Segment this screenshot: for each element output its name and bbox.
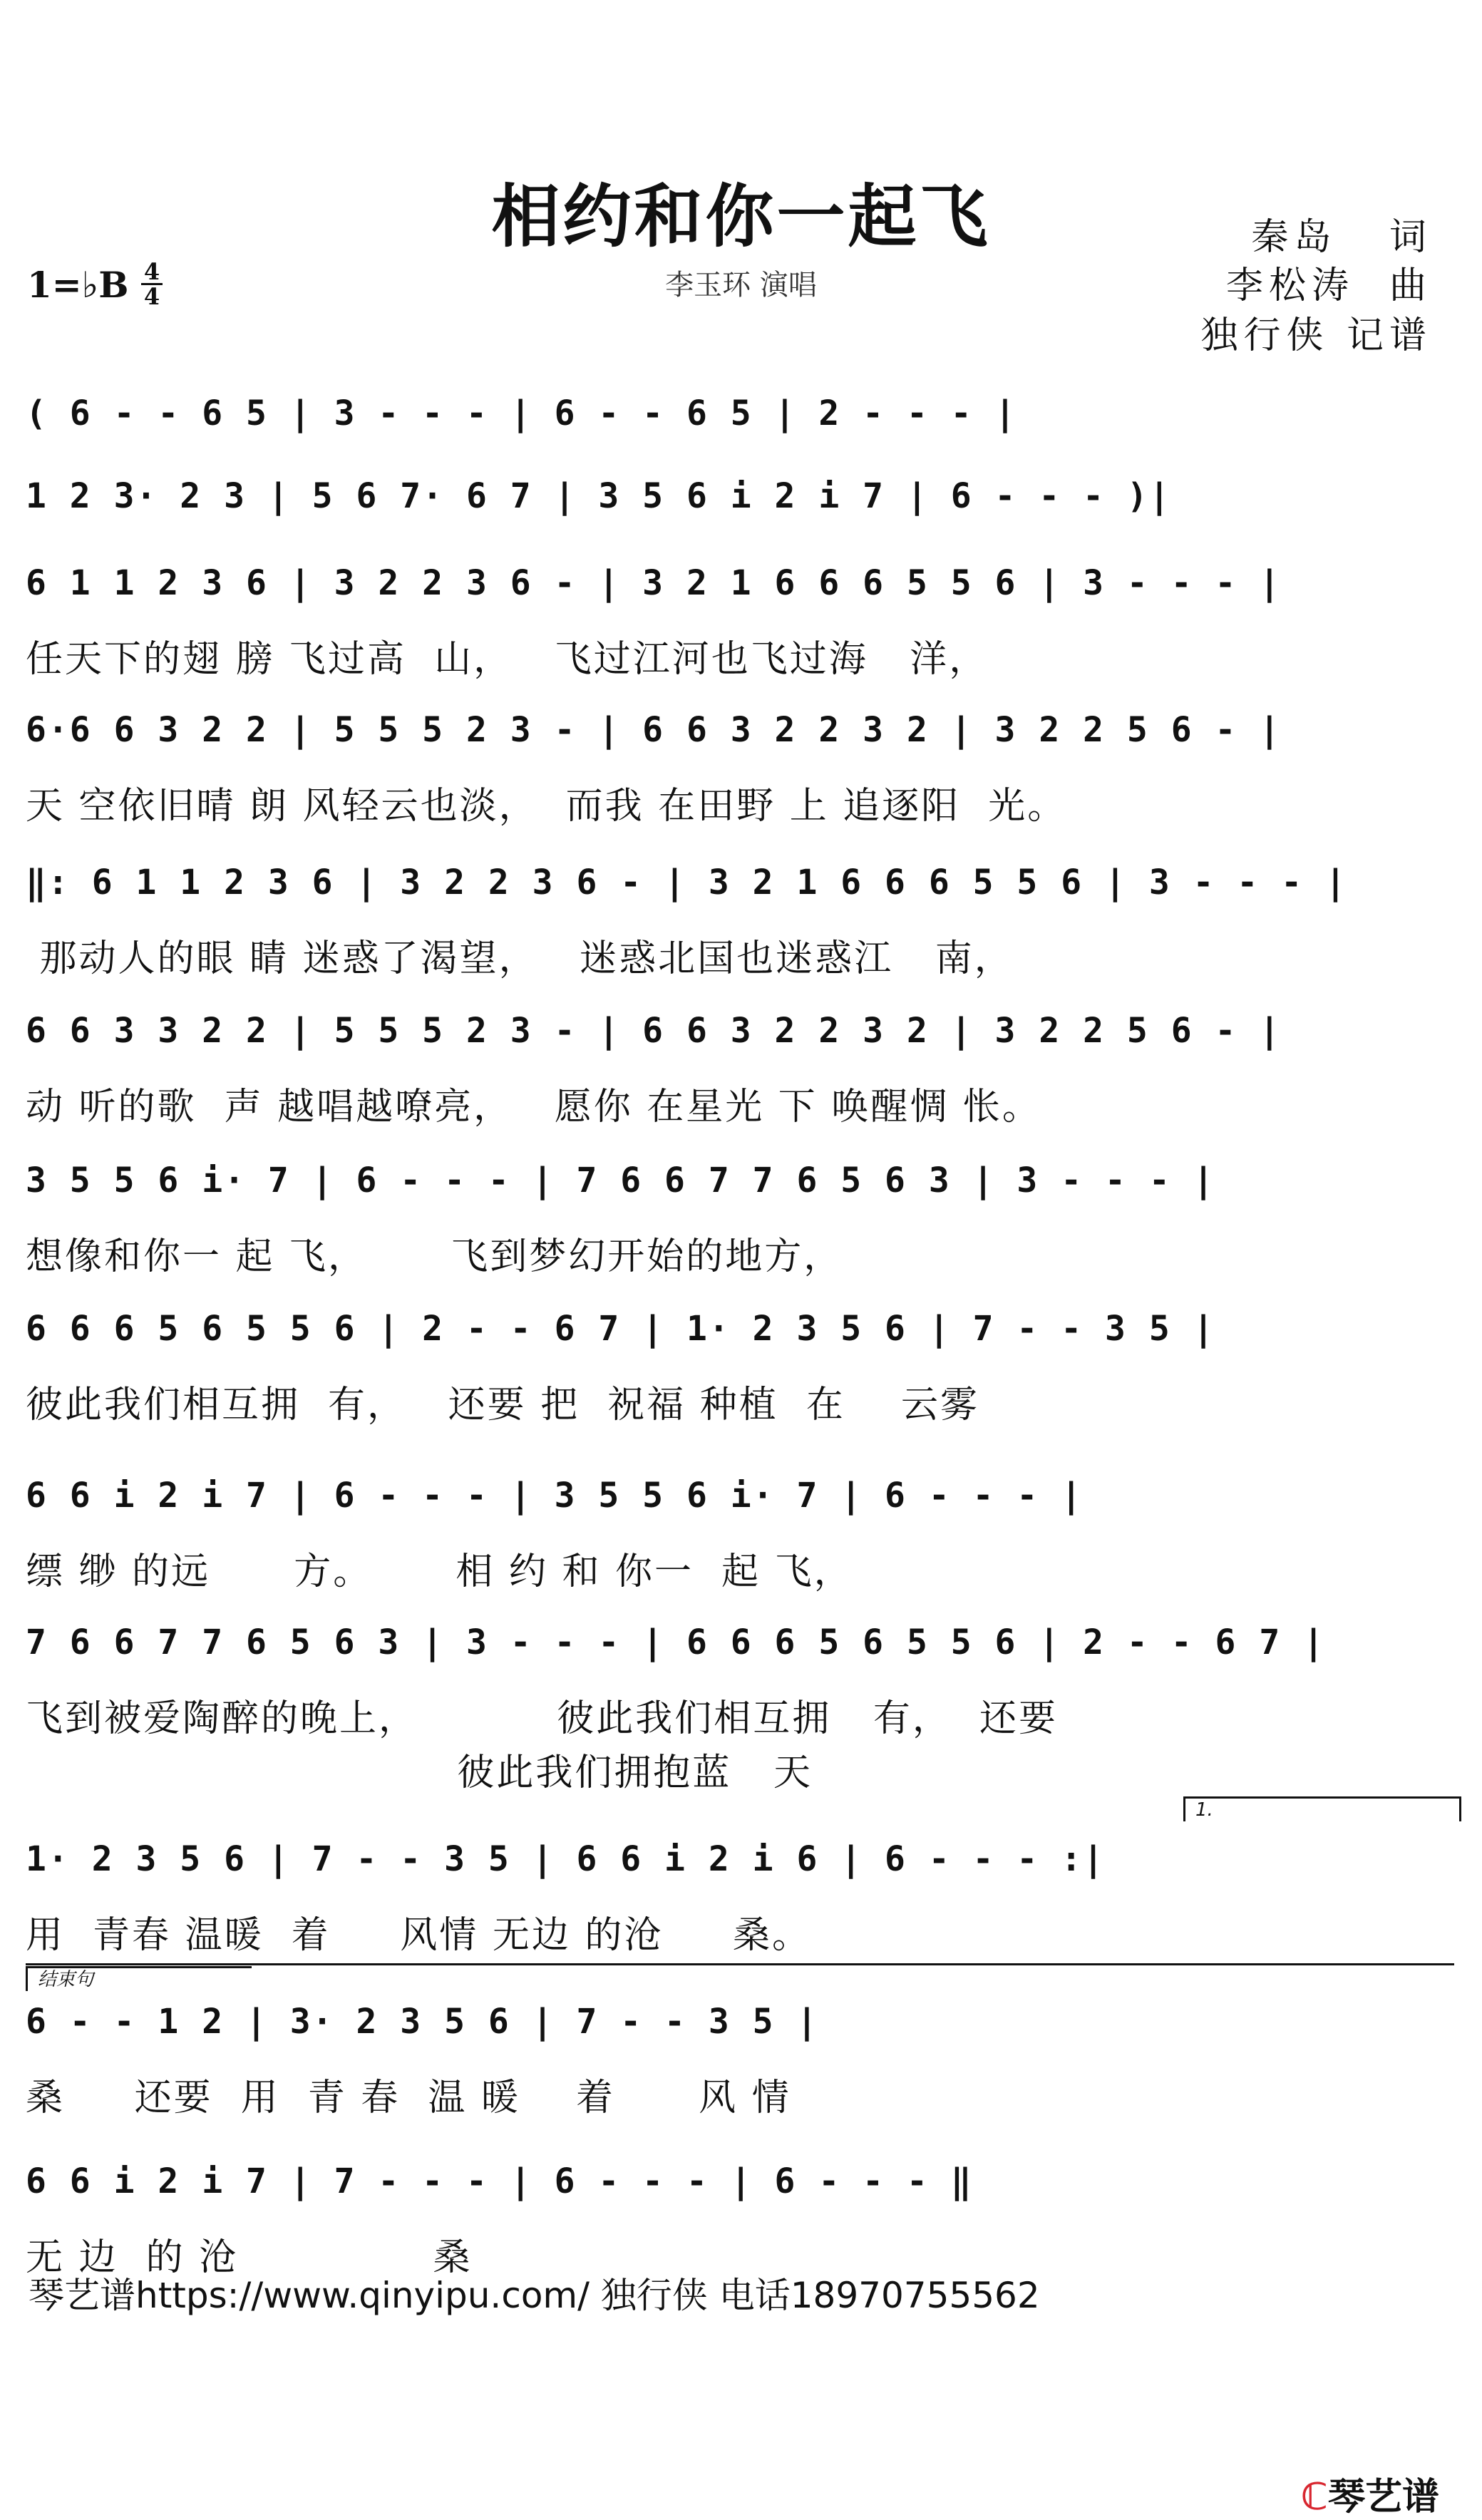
- notation-line: 6 6 i 2 i 7 | 7 - - - | 6 - - - | 6 - - - ‖: [26, 2161, 973, 2201]
- time-sig-bottom: 4: [143, 283, 160, 310]
- lyric-line: 用 青春 温暖 着 风情 无边 的沧 桑。: [26, 1914, 811, 1957]
- notation-line: ( 6 - - 6 5 | 3 - - - | 6 - - 6 5 | 2 - - - |: [26, 394, 1017, 433]
- notation-line: 6·6 6 3 2 2 | 5 5 5 2 3 - | 6 6 3 2 2 3 2 | 3 2 2 5 6 - |: [26, 710, 1282, 750]
- notation-line: 1· 2 3 5 6 | 7 - - 3 5 | 6 6 i 2 i 6 | 6 - - - :|: [26, 1839, 1106, 1879]
- notation-line: 6 6 i 2 i 7 | 6 - - - | 3 5 5 6 i· 7 | 6 - - - |: [26, 1476, 1084, 1516]
- notation-line: 6 1 1 2 3 6 | 3 2 2 3 6 - | 3 2 1 6 6 6 5 5 6 | 3 - - - |: [26, 563, 1282, 603]
- lyric-line: 动 听的歌 声 越唱越嘹亮， 愿你 在星光 下 唤醒惆 怅。: [26, 1086, 1041, 1128]
- notation-line: 6 6 6 5 6 5 5 6 | 2 - - 6 7 | 1· 2 3 5 6 | 7 - - 3 5 |: [26, 1309, 1215, 1349]
- lyric-line-second-verse: 彼此我们拥抱蓝 天: [26, 1752, 813, 1794]
- brand-name: 琴艺谱: [1327, 2476, 1439, 2519]
- volta-first-ending: 1.: [1183, 1796, 1461, 1821]
- notation-line: 6 6 3 3 2 2 | 5 5 5 2 3 - | 6 6 3 2 2 3 2 | 3 2 2 5 6 - |: [26, 1011, 1282, 1051]
- lyric-line: 天 空依旧晴 朗 风轻云也淡， 而我 在田野 上 追逐阳 光。: [26, 785, 1067, 828]
- lyric-line: 桑 还要 用 青 春 温 暖 着 风 情: [26, 2077, 791, 2119]
- volta-ending-phrase: 结束句: [26, 1966, 252, 1991]
- notation-line: 3 5 5 6 i· 7 | 6 - - - | 7 6 6 7 7 6 5 6 3 | 3 - - - |: [26, 1161, 1215, 1200]
- page-title: 相约和你一起飞: [491, 176, 991, 257]
- transcriber-credit: 独行侠 记谱: [1200, 314, 1432, 357]
- lyric-line: 彼此我们相互拥 有， 还要 把 祝福 种植 在 云雾: [26, 1384, 979, 1426]
- composer-credit: 李松涛 曲: [1225, 264, 1432, 307]
- lyricist-credit: 秦岛 词: [1251, 216, 1432, 259]
- lyric-line: 缥 缈 的远 方。 相 约 和 你一 起 飞，: [26, 1550, 853, 1593]
- watermark-logo: [1275, 2424, 1439, 2520]
- lyric-line: 那动人的眼 睛 迷惑了渴望， 迷惑北国也迷惑江 南，: [26, 937, 1014, 980]
- key-signature: 1=♭B: [27, 264, 129, 306]
- footer-source: 琴艺谱https://www.qinyipu.com/ 独行侠 电话18970755562: [29, 2275, 1040, 2316]
- brand-mark-icon: ℂ: [1300, 2476, 1328, 2519]
- notation-line: 1 2 3· 2 3 | 5 6 7· 6 7 | 3 5 6 i 2 i 7 | 6 - - - )|: [26, 476, 1171, 516]
- time-signature: [141, 258, 163, 310]
- lyric-line: 无 边 的 沧 桑: [26, 2236, 473, 2279]
- singer-credit: 李玉环 演唱: [665, 269, 817, 302]
- notation-line: 7 6 6 7 7 6 5 6 3 | 3 - - - | 6 6 6 5 6 5 5 6 | 2 - - 6 7 |: [26, 1622, 1326, 1662]
- lyric-line: 飞到被爱陶醉的晚上， 彼此我们相互拥 有， 还要: [26, 1697, 1058, 1740]
- ending-divider: [26, 1963, 1454, 1965]
- notation-line: ‖: 6 1 1 2 3 6 | 3 2 2 3 6 - | 3 2 1 6 6 6 5 5 6 | 3 - - - |: [26, 863, 1347, 902]
- time-sig-top: 4: [143, 258, 160, 285]
- notation-line: 6 - - 1 2 | 3· 2 3 5 6 | 7 - - 3 5 |: [26, 2002, 819, 2042]
- lyric-line: 任天下的翅 膀 飞过高 山， 飞过江河也飞过海 洋，: [26, 638, 989, 681]
- lyric-line: 想像和你一 起 飞， 飞到梦幻开始的地方，: [26, 1235, 843, 1278]
